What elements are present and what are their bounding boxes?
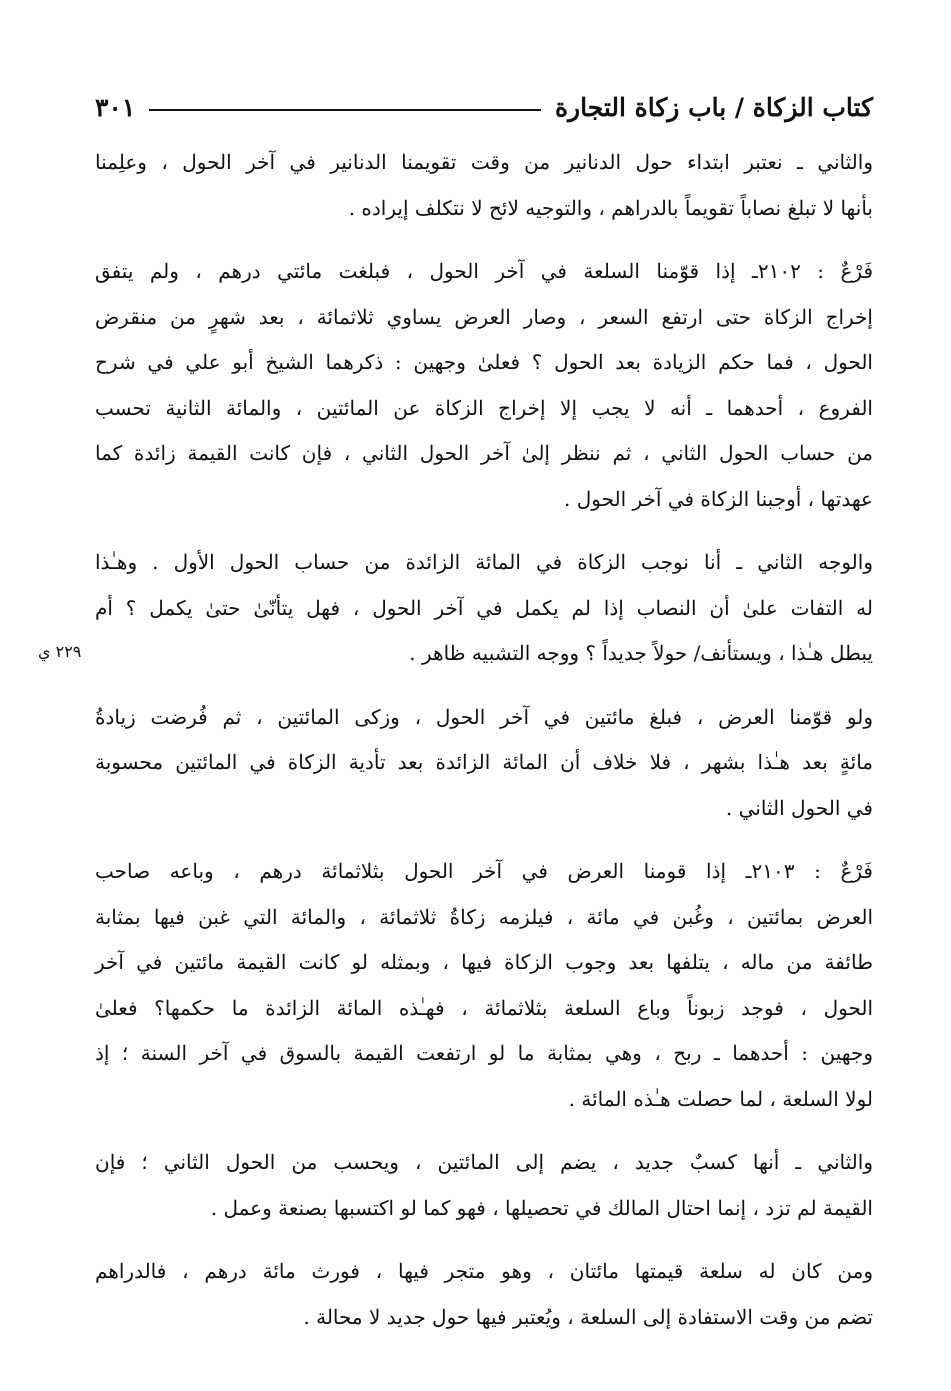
text-line: وجهين : أحدهما ـ ربح ، وهي بمثابة ما لو ارتفعت القيمة بالسوق في آخر السنة ؛ إذ [95,1041,873,1065]
text-line: مائةٍ بعد هـٰذا بشهر ، فلا خلاف أن المائة الزائدة بعد تأدية الزكاة في المائتين محسوبة [95,750,873,774]
text-line: عهدتها ، أوجبنا الزكاة في آخر الحول . [564,486,873,511]
text-line: الفروع ، أحدهما ـ أنه لا يجب إلا إخراج الزكاة عن المائتين ، والمائة الثانية تحسب [95,395,873,420]
text-line: والثاني ـ نعتبر ابتداء حول الدنانير من وقت تقويمنا الدنانير في آخر الحول ، وعلِمنا [95,150,873,174]
text-line: والثاني ـ أنها كسبٌ جديد ، يضم إلى المائتين ، ويحسب من الحول الثاني ؛ فإن [95,1150,873,1174]
text-line: تضم من وقت الاستفادة إلى السلعة ، ويُعتبر فيها حول جديد لا محالة . [303,1304,873,1329]
text-line: الحول ، فوجد زبوناً وباع السلعة بثلاثمائة ، فهـٰذه المائة الزائدة ما حكمها؟ فعلىٰ [95,995,873,1020]
text-line: له التفات علىٰ أن النصاب إذا لم يكمل في آخر الحول ، فهل يتأنّىٰ حتىٰ يكمل ؟ أم [95,595,873,620]
paragraph [95,249,873,522]
text-line: ولو قوّمنا العرض ، فبلغ مائتين في آخر الحول ، وزكى المائتين ، ثم فُرضت زيادةُ [95,704,873,729]
text-line: في الحول الثاني . [725,795,873,820]
paragraph [95,540,873,677]
text-line: من حساب الحول الثاني ، ثم ننظر إلىٰ آخر الحول الثاني ، فإن كانت القيمة زائدة كما [95,441,873,465]
page-body [95,140,873,1358]
text-line: العرض بمائتين ، وغُبن في مائة ، فيلزمه زكاةُ ثلاثمائة ، والمائة التي غبن فيها بمثابة [95,904,873,929]
paragraph [95,1249,873,1340]
text-line: الحول ، فما حكم الزيادة بعد الحول ؟ فعلىٰ وجهين : ذكرهما الشيخ أبو علي في شرح [95,350,873,374]
text-line: لولا السلعة ، لما حصلت هـٰذه المائة . [568,1086,873,1111]
paragraph [95,849,873,1122]
page-number: ٣٠١ [95,92,136,122]
margin-note: ٢٢٩ ي [38,642,82,661]
text-line: والوجه الثاني ـ أنا نوجب الزكاة في المائة الزائدة من حساب الحول الأول . وهـٰذا [95,550,873,574]
text-line: فَرْعٌ : ٢١٠٢ـ إذا قوّمنا السلعة في آخر الحول ، فبلغت مائتي درهم ، ولم يتفق [95,259,874,283]
text-line: إخراج الزكاة حتى ارتفع السعر ، وصار العرض يساوي ثلاثمائة ، بعد شهرٍ من منقرض [95,304,873,329]
paragraph [95,140,873,231]
text-line: ومن كان له سلعة قيمتها مائتان ، وهو متجر فيها ، فورث مائة درهم ، فالدراهم [95,1259,873,1283]
running-header [95,84,873,130]
text-line: القيمة لم تزد ، إنما احتال المالك في تحصيلها ، فهو كما لو اكتسبها بصنعة وعمل . [210,1195,873,1220]
paragraph [95,1140,873,1231]
header-rule [149,109,541,111]
text-line: فَرْعٌ : ٢١٠٣ـ إذا قومنا العرض في آخر الحول بثلاثمائة درهم ، وباعه صاحب [95,859,873,883]
text-line: طائفة من ماله ، يتلفها بعد وجوب الزكاة فيها ، وبمثله لو كانت القيمة مائتين في آخر [95,950,873,974]
text-line: يبطل هـٰذا ، ويستأنف/ حولاً جديداً ؟ ووجه التشبيه ظاهر . [409,641,873,665]
header-title: كتاب الزكاة / باب زكاة التجارة [554,92,873,122]
paragraph [95,695,873,832]
text-line: بأنها لا تبلغ نصاباً تقويماً بالدراهم ، والتوجيه لائح لا نتكلف إيراده . [348,195,873,220]
